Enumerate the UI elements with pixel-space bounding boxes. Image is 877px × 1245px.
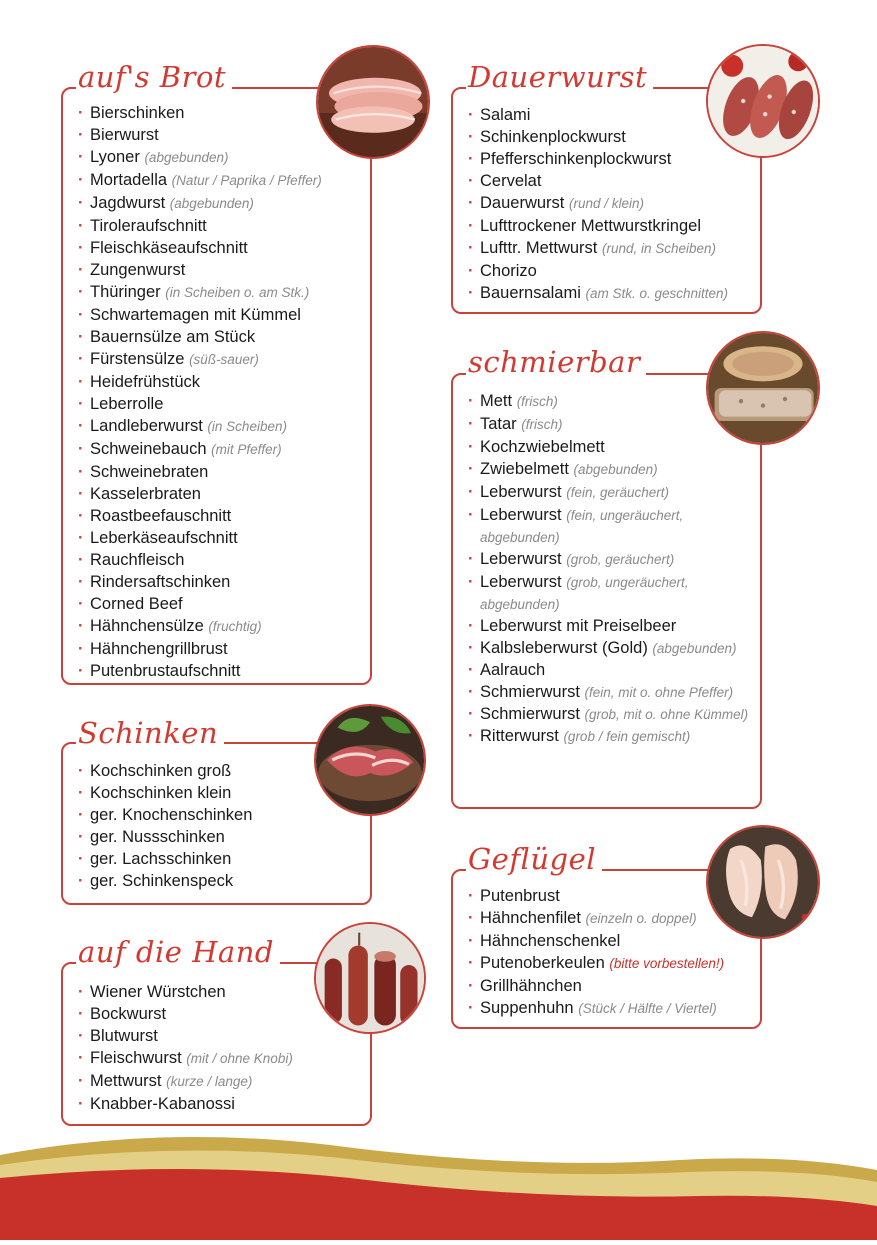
item-name: Lyoner [90,148,140,166]
item-note: (rund / klein) [568,196,644,211]
section-title: Dauerwurst [466,60,653,94]
item-name: Fürstensülze [90,350,185,368]
list-item [78,1047,293,1070]
list-item [468,930,724,952]
item-name: Mett [480,392,513,410]
list-item [468,637,750,659]
item-name: Heidefrühstück [90,373,201,391]
item-name: Cervelat [480,172,542,190]
list-item [78,415,322,438]
sausages-photo [314,922,426,1034]
footer-wave [0,1130,877,1240]
item-note: (einzeln o. doppel) [585,911,697,926]
item-list [468,390,750,748]
item-name: Roastbeefauschnitt [90,507,232,525]
list-item [78,169,322,192]
item-note: (abgebunden) [652,641,737,656]
item-note: (rund, in Scheiben) [601,241,717,256]
item-note: (fein, geräuchert) [566,485,670,500]
section-title: Schinken [76,716,224,750]
item-list [78,981,293,1115]
item-name: Hähnchensülze [90,617,204,635]
item-name: Salami [480,106,531,124]
item-name: Ritterwurst [480,727,559,745]
item-name: Kochschinken klein [90,784,232,802]
list-item [78,215,322,237]
list-item [78,124,322,146]
list-item [78,348,322,371]
item-name: Putenbrust [480,887,560,905]
list-item [78,782,252,804]
section-title: schmierbar [466,345,646,379]
item-name: Bauernsalami [480,284,581,302]
liver-sausage-photo [706,331,820,445]
list-item [468,571,750,615]
item-name: Schwartemagen mit Kümmel [90,306,301,324]
item-note: (grob / fein gemischt) [563,729,691,744]
item-name: Tiroleraufschnitt [90,217,207,235]
item-name: ger. Lachsschinken [90,850,232,868]
list-item [78,326,322,348]
item-name: Kalbsleberwurst (Gold) [480,639,648,657]
list-item [78,1003,293,1025]
list-item [468,703,750,725]
list-item [468,952,724,975]
item-name: Landleberwurst [90,417,203,435]
list-item [468,907,724,930]
list-item [78,102,322,124]
list-item [78,848,252,870]
item-name: Mortadella [90,171,168,189]
item-name: Rindersaftschinken [90,573,231,591]
item-name: Putenoberkeulen [480,954,605,972]
item-name: Corned Beef [90,595,183,613]
item-note: (frisch) [516,394,558,409]
item-note: (fruchtig) [208,619,262,634]
section-title: auf's Brot [76,60,232,94]
item-note: (mit / ohne Knobi) [186,1051,293,1066]
item-name: Aalrauch [480,661,546,679]
item-list [468,104,728,305]
item-note: (abgebunden) [573,462,658,477]
item-list [78,102,322,682]
list-item [78,981,293,1003]
list-item [468,681,750,703]
item-name: Blutwurst [90,1027,158,1045]
item-name: Leberkäseaufschnitt [90,529,238,547]
list-item [468,659,750,681]
list-item [468,237,728,260]
list-item [78,615,322,638]
item-warning: (bitte vorbestellen!) [609,956,725,971]
item-name: Leberrolle [90,395,164,413]
cured-ham-photo [314,704,426,816]
item-note: (abgebunden) [169,196,254,211]
list-item [78,505,322,527]
item-name: Lufttr. Mettwurst [480,239,598,257]
list-item [468,126,728,148]
item-note: (am Stk. o. geschnitten) [585,286,729,301]
item-note: (abgebunden) [144,150,229,165]
item-name: Putenbrustaufschnitt [90,662,241,680]
item-name: Leberwurst [480,550,562,568]
item-name: Hähnchengrillbrust [90,640,228,658]
item-name: Kasselerbraten [90,485,201,503]
item-note: (kurze / lange) [166,1074,253,1089]
item-name: Chorizo [480,262,537,280]
item-name: Kochschinken groß [90,762,232,780]
item-name: Bierschinken [90,104,185,122]
list-item [78,571,322,593]
item-name: Bauernsülze am Stück [90,328,256,346]
item-name: Schmierwurst [480,705,580,723]
item-name: Hähnchenschenkel [480,932,621,950]
list-item [78,660,322,682]
list-item [78,760,252,782]
item-list [468,885,724,1020]
list-item [78,1093,293,1115]
list-item [468,481,750,504]
list-item [78,1070,293,1093]
item-note: (in Scheiben) [207,419,287,434]
chicken-breast-photo [706,825,820,939]
item-name: Leberwurst [480,506,562,524]
list-item [78,438,322,461]
item-name: Leberwurst [480,573,562,591]
item-note: (grob, ungeräuchert, abgebunden) [480,575,689,612]
list-item [468,260,728,282]
section-title: auf die Hand [76,935,280,969]
list-item [468,192,728,215]
list-item [468,282,728,305]
list-item [78,826,252,848]
list-item [468,548,750,571]
item-name: Knabber-Kabanossi [90,1095,235,1113]
item-name: Zungenwurst [90,261,186,279]
list-item [78,259,322,281]
item-note: (mit Pfeffer) [211,442,282,457]
item-name: ger. Knochenschinken [90,806,253,824]
item-name: Schinkenplockwurst [480,128,626,146]
list-item [468,615,750,637]
item-name: Mettwurst [90,1072,162,1090]
item-name: Tatar [480,415,517,433]
list-item [468,413,750,436]
ham-slices-photo [316,45,430,159]
item-note: (Natur / Paprika / Pfeffer) [171,173,322,188]
item-name: Lufttrockener Mettwurstkringel [480,217,702,235]
item-name: Schweinebraten [90,463,209,481]
item-name: Dauerwurst [480,194,565,212]
item-note: (süß-sauer) [189,352,259,367]
item-name: Leberwurst [480,483,562,501]
item-note: (grob, mit o. ohne Kümmel) [584,707,749,722]
list-item [468,170,728,192]
item-name: Suppenhuhn [480,999,574,1017]
item-note: (fein, mit o. ohne Pfeffer) [584,685,734,700]
list-item [78,870,252,892]
list-item [468,104,728,126]
item-note: (fein, ungeräuchert, abgebunden) [480,508,684,545]
item-name: Bockwurst [90,1005,167,1023]
item-name: ger. Nussschinken [90,828,225,846]
salami-photo [706,44,820,158]
item-name: Schmierwurst [480,683,580,701]
item-note: (in Scheiben o. am Stk.) [165,285,310,300]
list-item [78,593,322,615]
list-item [468,725,750,748]
item-name: Hähnchenfilet [480,909,581,927]
item-name: Kochzwiebelmett [480,438,605,456]
item-name: Grillhähnchen [480,977,582,995]
item-name: Wiener Würstchen [90,983,226,1001]
list-item [468,975,724,997]
item-name: Thüringer [90,283,161,301]
list-item [78,192,322,215]
list-item [78,281,322,304]
item-name: Fleischkäseaufschnitt [90,239,248,257]
section-title: Geflügel [466,842,602,876]
item-list [78,760,252,892]
item-name: ger. Schinkenspeck [90,872,234,890]
item-name: Schweinebauch [90,440,207,458]
list-item [78,304,322,326]
item-name: Zwiebelmett [480,460,569,478]
list-item [78,527,322,549]
item-name: Pfefferschinkenplockwurst [480,150,672,168]
list-item [468,458,750,481]
item-name: Fleischwurst [90,1049,182,1067]
list-item [78,393,322,415]
item-name: Leberwurst mit Preiselbeer [480,617,677,635]
list-item [78,549,322,571]
item-name: Bierwurst [90,126,159,144]
list-item [468,885,724,907]
list-item [78,804,252,826]
list-item [78,483,322,505]
item-name: Rauchfleisch [90,551,185,569]
list-item [78,237,322,259]
list-item [78,638,322,660]
item-name: Jagdwurst [90,194,166,212]
list-item [468,215,728,237]
list-item [468,436,750,458]
list-item [78,461,322,483]
list-item [468,148,728,170]
item-note: (grob, geräuchert) [566,552,675,567]
list-item [78,146,322,169]
list-item [468,997,724,1020]
list-item [78,1025,293,1047]
list-item [468,504,750,548]
item-note: (Stück / Hälfte / Viertel) [578,1001,717,1016]
item-note: (frisch) [521,417,563,432]
list-item [78,371,322,393]
